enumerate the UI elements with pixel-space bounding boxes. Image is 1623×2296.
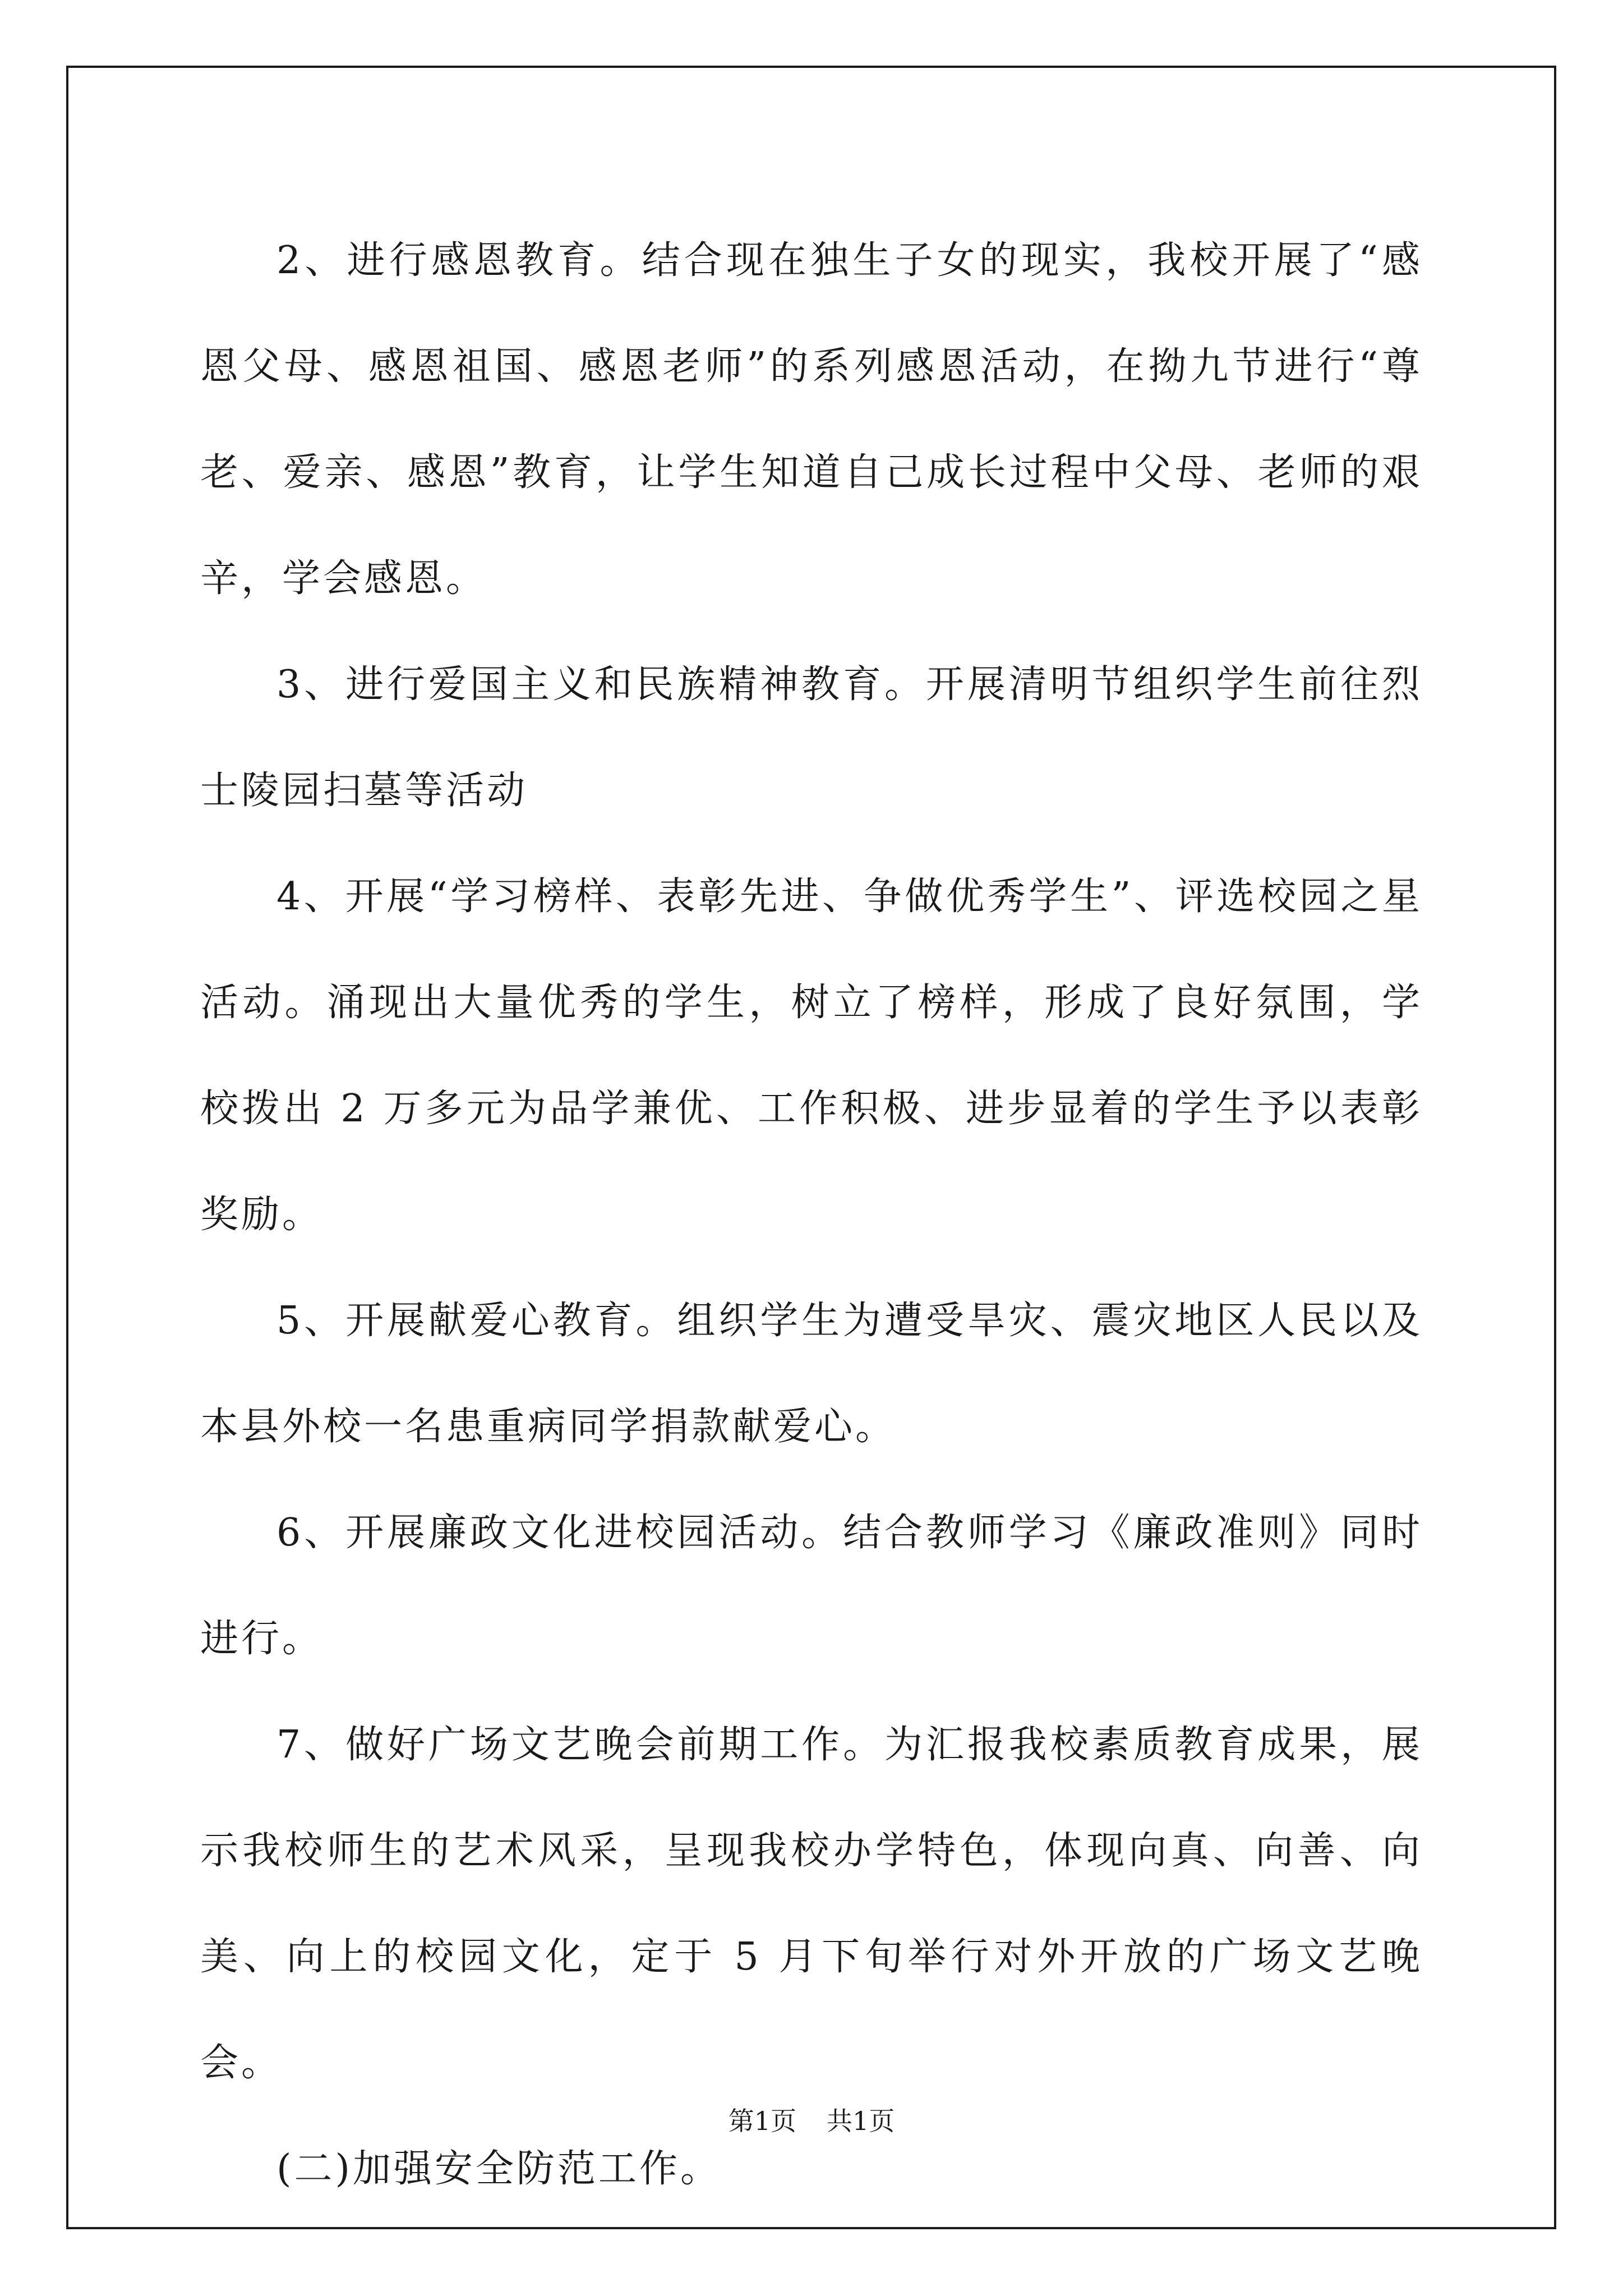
document-body (200, 208, 1423, 2222)
paragraph-safety-heading: (二)加强安全防范工作。 (276, 2147, 722, 2191)
page-number: 第1页 (728, 2106, 796, 2136)
page-footer (0, 2101, 1623, 2138)
paragraph-square-art-gala: 7、做好广场文艺晚会前期工作。为汇报我校素质教育成果，展示我校师生的艺术风采，呈现我校办学特色，体现向真、向善、向美、向上的校园文化，定于 5 月下旬举行对外开放的广场文艺晚会。 (200, 1723, 1423, 2085)
paragraph-gratitude-education: 2、进行感恩教育。结合现在独生子女的现实，我校开展了“感恩父母、感恩祖国、感恩老师”的系列感恩活动，在拗九节进行“尊老、爱亲、感恩”教育，让学生知道自己成长过程中父母、老师的艰辛，学会感恩。 (200, 238, 1423, 601)
total-pages: 共1页 (827, 2106, 895, 2136)
paragraph-integrity-culture: 6、开展廉政文化进校园活动。结合教师学习《廉政准则》同时进行。 (200, 1511, 1423, 1661)
paragraph-role-model-activity: 4、开展“学习榜样、表彰先进、争做优秀学生”、评选校园之星活动。涌现出大量优秀的学生，树立了榜样，形成了良好氛围，学校拨出 2 万多元为品学兼优、工作积极、进步显着的学生予以表彰奖励。 (200, 875, 1423, 1237)
paragraph-patriotism-education: 3、进行爱国主义和民族精神教育。开展清明节组织学生前往烈士陵园扫墓等活动 (200, 662, 1423, 813)
paragraph-charity-education: 5、开展献爱心教育。组织学生为遭受旱灾、震灾地区人民以及本县外校一名患重病同学捐款献爱心。 (200, 1299, 1423, 1449)
